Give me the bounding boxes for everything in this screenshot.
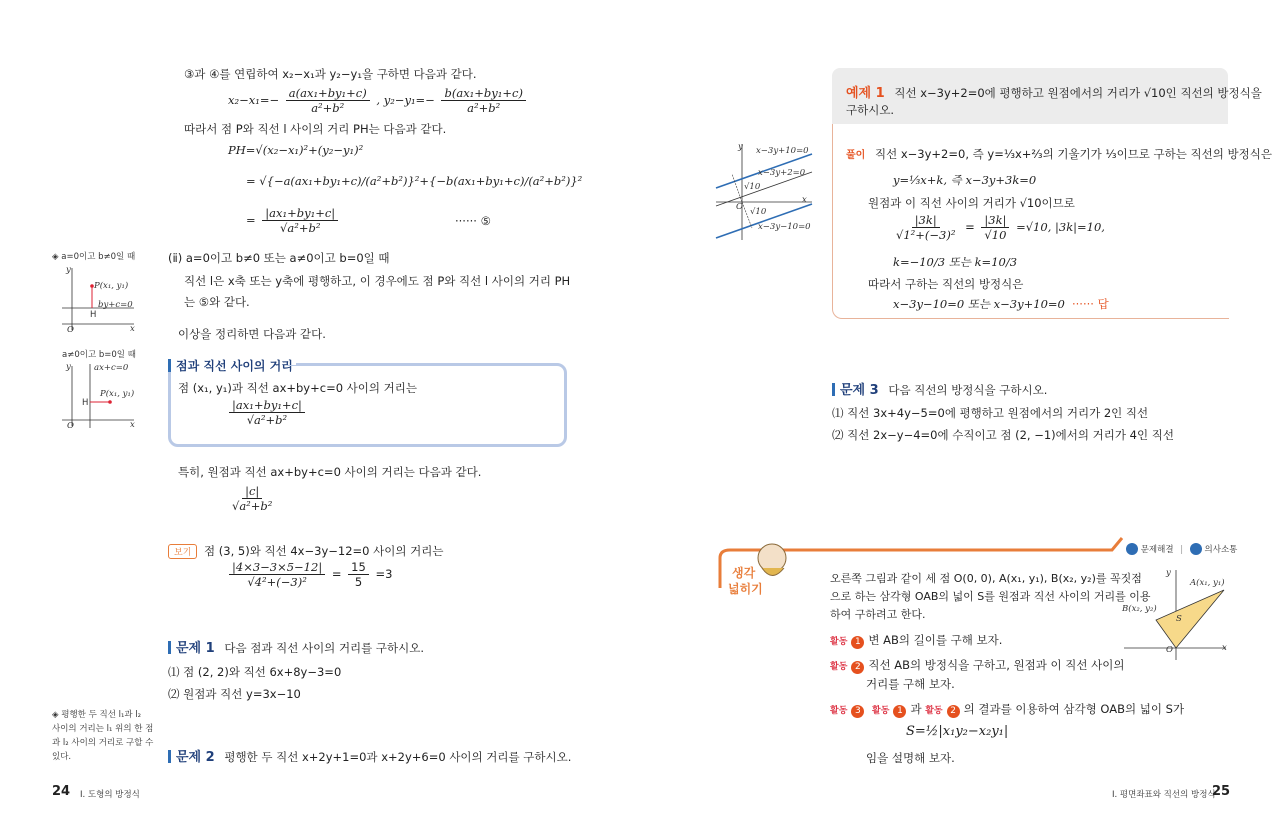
point-label: H [82,398,89,408]
solution-line [890,213,1105,242]
axis-label: y [66,265,71,275]
activity-text: 임을 설명해 보자. [866,751,955,765]
communication-icon [1190,543,1202,555]
fraction [441,86,525,115]
denominator: √4²+(−3)² [247,575,307,589]
fraction [229,560,325,589]
origin-label: O [67,325,74,335]
axis-label: y [738,142,743,152]
point-label: P(x₁, y₁) [94,281,129,291]
eq-part: = [246,174,256,188]
title-bar [832,383,835,396]
eq-part: = [965,220,975,234]
activity-text: 직선 AB의 방정식을 구하고, 원점과 이 직선 사이의 [868,658,1125,672]
numerator: |3k| [912,213,940,228]
numerator: |c| [242,484,262,499]
problem-item: ⑵ 원점과 직선 y=3x−10 [168,687,301,701]
box-text: 점 (x₁, y₁)과 직선 ax+by+c=0 사이의 거리는 [178,381,417,395]
denominator: √10 [984,228,1007,242]
fraction [348,560,369,589]
example-formula [226,560,392,589]
denominator: 5 [354,575,363,589]
problem-2-heading [168,746,571,765]
eq-part: x₂−x₁=− [228,93,280,107]
activity-2 [830,657,1124,674]
solution-tag: 풀이 [846,150,866,161]
fraction [286,86,370,115]
distance-label: √10 [750,207,767,217]
problem-item: ⑵ 직선 2x−y−4=0에 수직이고 점 (2, −1)에서의 거리가 4인 직선 [832,428,1174,442]
box-formula [226,398,308,427]
activity-number: 1 [893,705,906,718]
activity-number: 2 [851,661,864,674]
activity-label: 활동 [872,706,890,716]
eq-part: =3 [375,567,393,581]
think-text: 으로 하는 삼각형 OAB의 넓이 S를 원점과 직선 사이의 거리를 이용 [830,590,1151,603]
numerator: |ax₁+by₁+c| [229,398,305,413]
origin-label: O [1166,645,1173,655]
box-title [168,357,293,374]
problem-1-heading [168,637,424,656]
activity-number: 2 [947,705,960,718]
side-note: ◈ a=0이고 b≠0일 때 [52,252,136,262]
problem-number: 문제 2 [176,750,215,765]
special-formula [226,484,278,513]
fraction [229,484,275,513]
side-note: ◈ 평행한 두 직선 l₁과 l₂ [52,710,142,720]
activity-text: 변 AB의 길이를 구해 보자. [868,633,1003,647]
side-note: a≠0이고 b=0일 때 [62,350,136,360]
denominator: √a²+b² [246,413,288,427]
line-label: by+c=0 [98,300,133,310]
eq-part: = [331,567,342,581]
competency-badge [1126,543,1237,555]
problem-text: 평행한 두 직선 x+2y+1=0과 x+2y+6=0 사이의 거리를 구하시오. [224,750,572,764]
equation-line [228,86,529,115]
example-number: 예제 1 [846,86,885,101]
line-label: x−3y−10=0 [758,222,811,232]
example-text: 구하시오. [846,103,895,117]
think-text: 오른쪽 그림과 같이 세 점 O(0, 0), A(x₁, y₁), B(x₂, y₂)를 꼭짓점 [830,572,1142,585]
case-heading: (ⅱ) a=0이고 b≠0 또는 a≠0이고 b=0일 때 [168,251,390,265]
fraction [229,398,305,427]
line-label: x−3y+10=0 [756,146,809,156]
activity-label: 활동 [830,706,848,716]
text-line: ③과 ④를 연립하여 x₂−x₁과 y₂−y₁을 구하면 다음과 같다. [184,67,477,81]
think-title: 생각 [732,566,756,580]
text-line: 이상을 정리하면 다음과 같다. [178,327,326,341]
problem-solving-icon [1126,543,1138,555]
chapter-footer: Ⅰ. 평면좌표와 직선의 방정식 [1112,790,1216,800]
fraction [262,206,338,235]
activity-1 [830,632,1002,649]
text-line: 는 ⑤와 같다. [184,295,250,309]
denominator: a²+b² [467,101,501,115]
text-line: 따라서 점 P와 직선 l 사이의 거리 PH는 다음과 같다. [184,122,447,136]
solution-text: 직선 x−3y+2=0, 즉 y=⅓x+⅔의 기울기가 ⅓이므로 구하는 직선의 방정식은 [874,147,1272,161]
numerator: |4×3−3×5−12| [229,560,325,575]
solution-line: k=−10/3 또는 k=10/3 [893,255,1018,269]
activity-text: 거리를 구해 보자. [866,677,955,691]
solution-line: y=⅓x+k, 즉 x−3y+3k=0 [893,173,1037,187]
line-label: ax+c=0 [94,363,129,373]
equation-line [246,206,341,235]
equation-tag: ······ ⑤ [455,214,491,228]
title-bar [168,359,171,372]
problem-number: 문제 1 [176,641,215,656]
equation-line [246,174,582,188]
axis-label: y [66,362,71,372]
denominator: a²+b² [311,101,345,115]
activity-text: 의 결과를 이용하여 삼각형 OAB의 넓이 S가 [963,702,1185,716]
problem-text: 다음 직선의 방정식을 구하시오. [888,383,1048,397]
axis-label: x [130,420,135,430]
side-note: 사이의 거리는 l₁ 위의 한 점 [52,724,154,734]
example-text: 직선 x−3y+2=0에 평행하고 원점에서의 거리가 √10인 직선의 방정식을 [894,86,1262,100]
eq-part: , y₂−y₁=− [376,93,435,107]
solution-line: x−3y−10=0 또는 x−3y+10=0 [893,297,1065,311]
page-number: 25 [1212,784,1231,799]
title-bar [168,750,171,763]
answer-tag: ······ 답 [1072,297,1109,311]
fraction [893,213,958,242]
activity-3 [830,701,1184,718]
problem-text: 다음 점과 직선 사이의 거리를 구하시오. [224,641,425,655]
line-label: x−3y+2=0 [758,168,806,178]
distance-label: √10 [744,182,761,192]
activity-text: 과 [910,702,922,716]
area-label: S [1176,614,1182,624]
numerator: a(ax₁+by₁+c) [286,86,370,101]
axis-label: x [130,324,135,334]
problem-item: ⑴ 직선 3x+4y−5=0에 평행하고 원점에서의 거리가 2인 직선 [832,406,1149,420]
solution-line: 원점과 이 직선 사이의 거리가 √10이므로 [868,196,1075,210]
example-1-heading [846,82,1262,101]
think-text: 하여 구하려고 한다. [830,608,926,621]
badge-label: 의사소통 [1204,545,1238,555]
axis-label: x [1222,643,1227,653]
eq-part: = [246,213,256,227]
denominator: √a²+b² [280,221,321,235]
title-bar [168,641,171,654]
problem-number: 문제 3 [840,383,879,398]
eq-part: =√10, |3k|=10, [1016,220,1105,234]
activity-number: 3 [851,705,864,718]
text-line: 직선 l은 x축 또는 y축에 평행하고, 이 경우에도 점 P와 직선 l 사이의 거리 PH [184,274,571,288]
axis-label: x [802,195,807,205]
activity-number: 1 [851,636,864,649]
side-note: 있다. [52,752,72,762]
numerator: |ax₁+by₁+c| [262,206,338,221]
point-label: A(x₁, y₁) [1190,578,1225,588]
badge-separator: | [1180,545,1184,555]
chapter-footer: Ⅰ. 도형의 방정식 [80,790,140,800]
origin-label: O [736,202,743,212]
point-label: B(x₂, y₂) [1122,604,1157,614]
numerator: b(ax₁+by₁+c) [441,86,525,101]
box-title-line [287,365,557,366]
page-number: 24 [52,784,71,799]
badge-label: 문제해결 [1140,545,1174,555]
numerator: 15 [348,560,369,575]
problem-3-heading [832,379,1047,398]
think-title: 넓히기 [728,582,763,596]
numerator: |3k| [981,213,1009,228]
problem-item: ⑴ 점 (2, 2)와 직선 6x+8y−3=0 [168,665,342,679]
eq-part: √{−a(ax₁+by₁+c)/(a²+b²)}²+{−b(ax₁+by₁+c)/(a²+b²)}² [259,174,583,188]
axis-label: y [1166,568,1171,578]
box-title-text: 점과 직선 사이의 거리 [176,359,293,373]
solution-line: 따라서 구하는 직선의 방정식은 [868,277,1024,291]
activity-label: 활동 [830,637,848,647]
point-label: P(x₁, y₁) [100,389,135,399]
example-text: 점 (3, 5)와 직선 4x−3y−12=0 사이의 거리는 [204,544,444,558]
solution-line [846,146,1272,162]
side-note: 과 l₂ 사이의 거리로 구할 수 [52,738,154,748]
point-label: H [90,310,97,320]
denominator: √1²+(−3)² [896,228,956,242]
origin-label: O [67,421,74,431]
equation-line: PH=√(x₂−x₁)²+(y₂−y₁)² [228,143,364,157]
example-tag: 보기 [168,544,197,559]
example-line [168,543,443,559]
fraction [981,213,1009,242]
denominator: √a²+b² [232,499,273,513]
activity-label: 활동 [830,662,848,672]
activity-formula: S=½|x₁y₂−x₂y₁| [906,724,1009,739]
activity-label: 활동 [925,706,943,716]
text-line: 특히, 원점과 직선 ax+by+c=0 사이의 거리는 다음과 같다. [178,465,482,479]
